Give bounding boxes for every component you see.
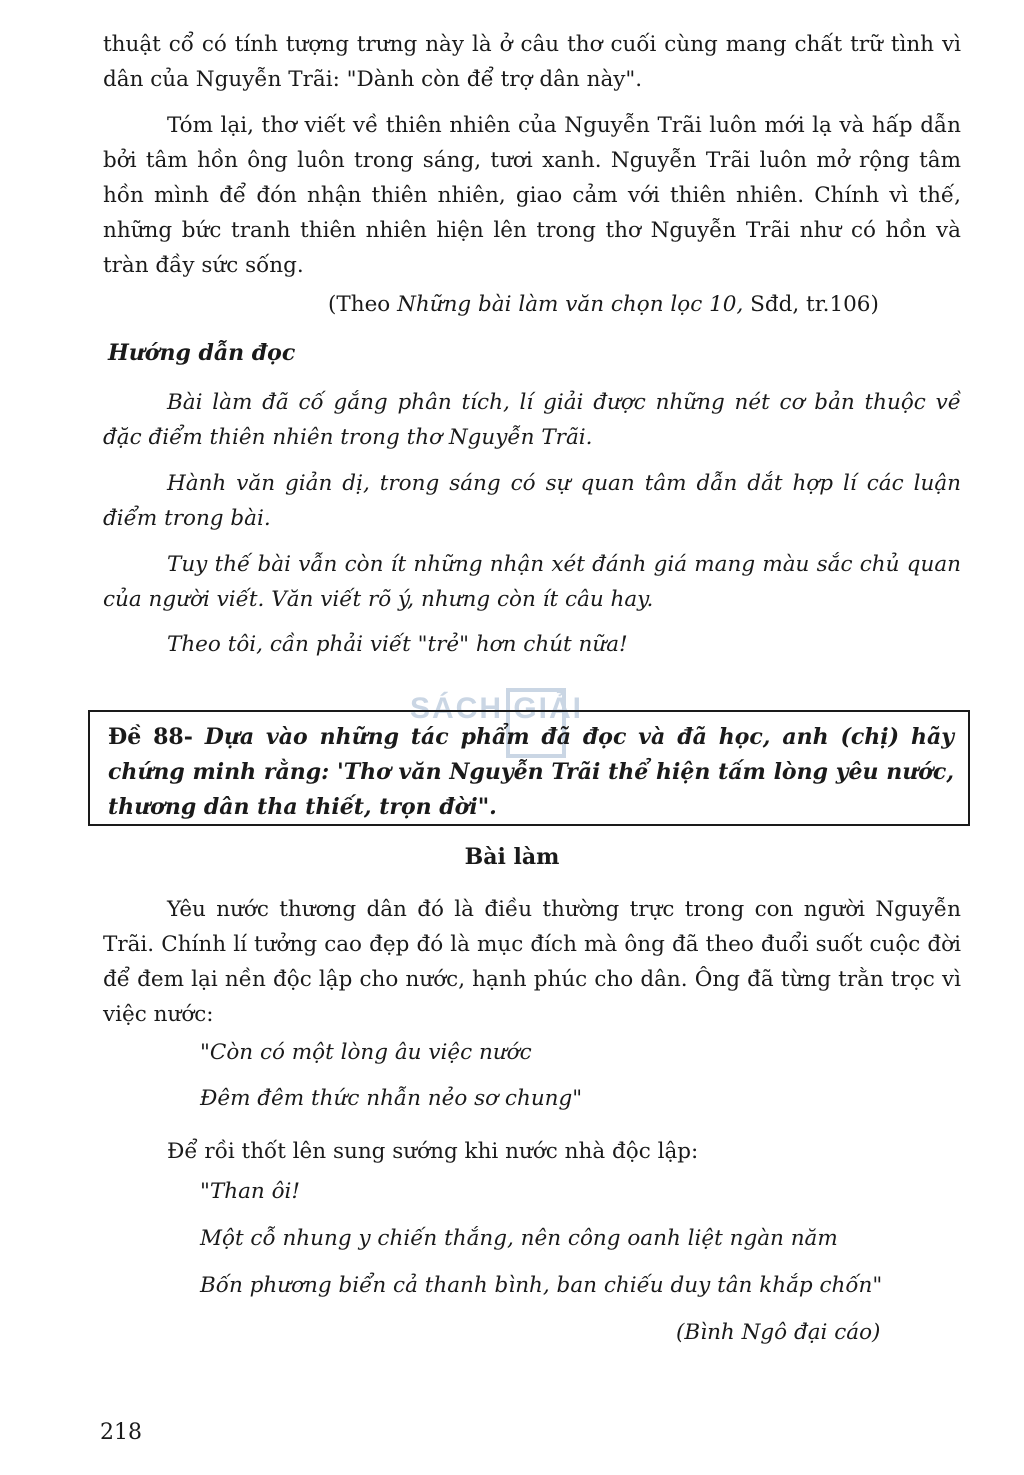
paragraph-intro: thuật cổ có tính tượng trưng này là ở câu thơ cuối cùng mang chất trữ tình vì dân của Nguyễn Trãi: "Dành còn để trợ dân này". <box>103 32 961 92</box>
poem-line: Bốn phương biển cả thanh bình, ban chiếu duy tân khắp chốn" <box>200 1273 883 1298</box>
guide-paragraph: Tuy thế bài vẫn còn ít những nhận xét đánh giá mang màu sắc chủ quan của người viết. Văn viết rõ ý, nhưng còn ít câu hay. <box>103 552 961 612</box>
poem-line: "Than ôi! <box>200 1179 301 1204</box>
watermark-text: SÁCH GIẢI <box>410 692 584 725</box>
source-title: Những bài làm văn chọn lọc 10, <box>397 292 744 317</box>
source-citation <box>328 292 879 317</box>
poem-line: "Còn có một lòng âu việc nước <box>200 1040 532 1065</box>
essay-heading: Bài làm <box>464 844 560 870</box>
exercise-box <box>88 710 970 826</box>
source-suffix: Sđd, tr.106) <box>743 292 879 317</box>
exercise-number: Đề 88- <box>108 724 193 750</box>
poem-line: Đêm đêm thức nhẫn nẻo sơ chung" <box>200 1086 583 1111</box>
paragraph-summary: Tóm lại, thơ viết về thiên nhiên của Nguyễn Trãi luôn mới lạ và hấp dẫn bởi tâm hồn ông luôn trong sáng, tươi xanh. Nguyễn Trãi luôn mở rộng tâm hồn mình để đón nhận thiên nhiên, giao cảm với thiên nhiên. Chính vì thế, những bức tranh thiên nhiên hiện lên trong thơ Nguyễn Trãi như có hồn và tràn đầy sức sống. <box>103 113 961 278</box>
guide-paragraph: Hành văn giản dị, trong sáng có sự quan tâm dẫn dắt hợp lí các luận điểm trong bài. <box>103 471 961 531</box>
guide-heading: Hướng dẫn đọc <box>108 340 296 366</box>
exercise-text <box>108 720 954 825</box>
poem-citation: (Bình Ngô đại cáo) <box>676 1320 881 1345</box>
essay-paragraph: Yêu nước thương dân đó là điều thường trực trong con người Nguyễn Trãi. Chính lí tưởng cao đẹp đó là mục đích mà ông đã theo đuổi suốt cuộc đời để đem lại nền độc lập cho nước, hạnh phúc cho dân. Ông đã từng trằn trọc vì việc nước: <box>103 897 961 1027</box>
source-prefix: (Theo <box>328 292 398 317</box>
exercise-prompt: Dựa vào những tác phẩm đã đọc và đã học, anh (chị) hãy chứng minh rằng: 'Thơ văn Nguyễn Trãi thể hiện tấm lòng yêu nước, thương dân tha thiết, trọn đời". <box>108 724 954 820</box>
essay-paragraph: Để rồi thốt lên sung sướng khi nước nhà độc lập: <box>167 1139 699 1164</box>
guide-paragraph: Bài làm đã cố gắng phân tích, lí giải được những nét cơ bản thuộc về đặc điểm thiên nhiên trong thơ Nguyễn Trãi. <box>103 390 961 450</box>
guide-paragraph: Theo tôi, cần phải viết "trẻ" hơn chút nữa! <box>167 632 628 657</box>
page-number: 218 <box>100 1420 142 1445</box>
poem-line: Một cỗ nhung y chiến thắng, nên công oanh liệt ngàn năm <box>200 1226 838 1251</box>
